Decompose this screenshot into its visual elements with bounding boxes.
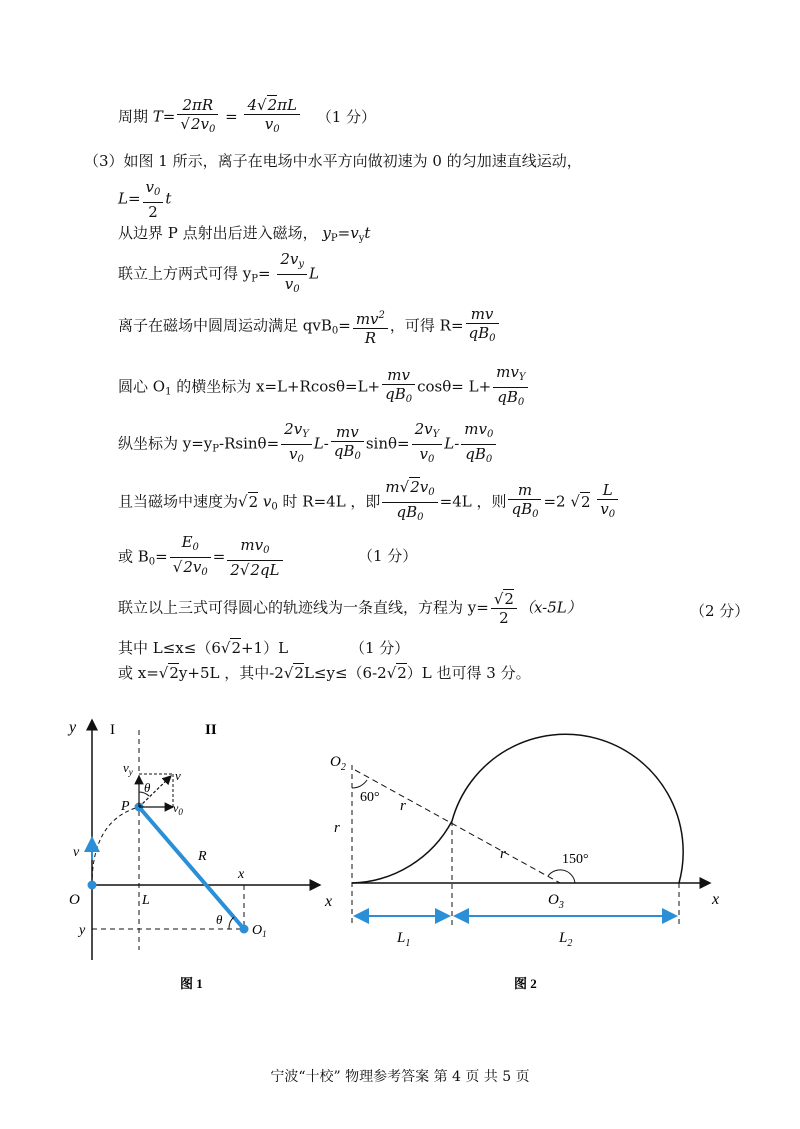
period-fraction-2: $\frac{4√2\pi L}{v_0}$ [244,96,299,139]
alt-rest-2: L≤y≤（6-2 [303,664,387,682]
speed-sqrt: 2 [248,492,259,511]
combine-sub: P [251,273,258,285]
fig1-label-theta-top: θ [144,780,151,795]
center-y-n3-sub: Y [432,429,440,440]
speed-fraction-3 [597,481,618,524]
boundary-eq-t: t [364,224,371,242]
center-y-L2: L- [444,434,460,453]
center-y-rest: -Rsinθ= [219,434,280,453]
fig1-label-II: II [205,722,217,738]
combine-fraction [277,250,307,299]
center-y-d3: v [419,445,428,463]
circle-fraction-2 [466,305,499,348]
or-den-sub: 0 [201,567,208,578]
fig2-label-x: x [712,891,720,908]
center-y-n3: 2v [414,420,433,438]
line-equation [118,590,582,627]
center-x-den: qB [385,385,406,403]
line-score: （2 分） [690,602,750,620]
or-fraction-1: $\frac{E_0}{√2v_0}$ [170,533,211,582]
fig2-angle-60-arc [352,780,367,788]
center-y-text: 纵坐标为 y=y [118,434,213,453]
center-y-n1: 2v [284,420,303,438]
speed-num: m [385,478,400,496]
fig1-label-v0-sub: 0 [178,807,183,817]
center-y-fraction-2 [331,423,364,466]
period-fraction-1: $\frac{2\pi R}{√2v_0}$ [177,96,218,139]
speed-den: qB [396,503,418,521]
or-den-2-sqrt: 2 [250,561,260,579]
fig1-label-O1-sub: 1 [262,929,267,939]
center-x-line [118,363,530,412]
speed-den-2-sub: 0 [532,509,539,520]
period-den-1-sub: 0 [208,124,216,135]
circle-den-2-sub: 0 [489,333,496,344]
speed-eq: =4L ，则 [439,492,507,511]
center-x-den-2-sub: 0 [517,397,525,408]
speed-rest: 时 R=4L ，即 [277,492,381,511]
fig1-label-vy [123,760,133,777]
L-num: v [145,178,155,196]
alt-text: 或 x= [118,664,159,682]
center-x-sub: 1 [165,386,172,398]
fig2-label-r-mid: r [400,798,406,814]
center-y-n2: mv [331,423,364,442]
or-eq: = [155,547,168,566]
speed-v-sub: 0 [271,501,278,513]
combine-den-sub: 0 [293,284,300,295]
fig1-label-I: I [110,722,115,738]
circle-fraction-1 [353,307,388,347]
period-num-1: 2πR [177,96,218,115]
center-x-num-2-sub: Y [518,372,526,383]
period-label: 周期 [118,107,149,126]
or-den-2-rest: qL [259,561,280,579]
fig2-label-O3 [548,892,564,911]
fig2-label-O2-sub: 2 [340,762,346,773]
page-footer: 宁波“十校” 物理参考答案 第 4 页 共 5 页 [270,1069,530,1085]
range-text: 其中 L≤x≤（6 [118,639,221,657]
alt-sqrt-2: 2 [294,664,304,682]
fig1-radius [139,807,244,929]
circle-sub: 0 [331,325,339,337]
L-fraction [143,178,164,221]
fig2-label-L1-main: L [397,930,406,946]
boundary-line [118,222,370,244]
fig1-label-vy-sub: y [128,767,133,777]
fig2-label-L2-main: L [559,930,568,946]
speed-num-v: v [419,478,429,496]
range-line: 其中 L≤x≤（6√2+1）L （1 分） [118,639,410,657]
alt-sqrt-3: 2 [397,664,407,682]
fig1-label-v0 [173,801,183,817]
alt-line: 或 x=√2y+5L ，其中-2√2L≤y≤（6-2√2）L 也可得 3 分。 [118,664,531,682]
period-den-2: v [264,115,274,133]
period-line [118,96,376,139]
fig1-label-v-left: v [73,845,80,860]
period-den-1: 2v [190,115,209,133]
fig2-angle-150-arc [548,870,575,883]
alt-rest-3: ）L 也可得 3 分。 [406,664,531,682]
speed-line: 且当磁场中速度为√2 $v_0$ 时 R=4L ，即 $\frac{m√2v_0}{qB_0}$ =4L ，则 $\frac{m}{qB_0}$ =2 √2 $\frac{L}{v_0}$ [118,478,620,527]
center-x-rest: 的横坐标为 x=L+Rcosθ=L+ [171,377,381,396]
center-y-sin: sinθ= [365,434,410,453]
period-symbol: T= [152,107,176,126]
or-eq-2: = [212,547,226,566]
section-3-intro: （3）如图 1 所示，离子在电场中水平方向做初速为 0 的匀加速直线运动， [84,152,582,170]
circle-num-sup: 2 [378,309,385,321]
alt-rest: y+5L ，其中-2 [178,664,284,682]
speed-den-3: v [600,500,609,518]
or-line [118,533,418,582]
boundary-eq-sub: P [330,233,338,244]
center-y-n4-sub: 0 [486,429,494,440]
center-y-d4-sub: 0 [485,454,493,465]
speed-text: 且当磁场中速度为 [118,492,239,511]
fig2-label-r-lower: r [500,846,506,862]
range-sqrt: 2 [231,639,241,657]
circle-text: 离子在磁场中圆周运动满足 qvB [118,316,332,335]
or-den-sqrt: 2 [183,558,193,576]
or-num-2-sub: 0 [263,545,270,556]
center-x-cos: cosθ= L+ [417,377,492,396]
center-y-d3-sub: 0 [427,454,435,465]
period-score: （1 分） [316,107,377,126]
combine-num: 2v [280,250,299,268]
fig1-label-O1 [252,923,267,939]
period-num-2b: πL [277,96,297,114]
fig1-label-theta-bottom: θ [216,912,223,927]
center-y-d4: qB [465,445,486,463]
fig1-O1-point [240,925,249,934]
circle-num-2: mv [466,305,499,324]
period-equals: = [225,107,238,126]
center-y-line [118,420,498,469]
or-sub: 0 [148,556,156,568]
fig1-caption: 图 1 [180,976,203,991]
fig2-label-O3-main: O [548,892,559,908]
combine-num-sub: y [298,259,305,270]
fig1-label-y-mark: y [79,923,86,938]
or-num-2: mv [240,536,264,554]
or-score: （1 分） [358,547,418,565]
or-den-v: v [192,558,202,576]
fig1-label-vy-main: v [123,760,129,775]
fig2-label-L2-sub: 2 [567,938,573,949]
center-y-d1-sub: 0 [297,454,304,465]
boundary-eq: y [322,224,331,242]
boundary-text: 从边界 P 点射出后进入磁场， [118,224,318,242]
speed-fraction-1: $\frac{m√2v_0}{qB_0}$ [382,478,437,527]
fig1-origin-point [88,881,97,890]
combine-line [118,250,319,299]
combine-L: L [309,264,319,283]
range-score: （1 分） [350,639,410,657]
fig2-arc-1 [352,821,452,883]
center-y-fraction-4 [461,420,496,469]
combine-den: v [284,275,294,293]
line-num-sqrt: 2 [504,590,514,608]
boundary-eq-rest: =v [337,224,359,242]
line-rest: （x-5L） [518,598,582,617]
line-den: 2 [499,609,509,627]
center-x-den-sub: 0 [405,394,413,405]
L-den: 2 [148,203,158,221]
period-num-2: 4 [247,96,258,114]
fig2-label-L1-sub: 1 [405,938,411,949]
circle-eq: = [338,316,351,335]
or-num-sub: 0 [192,542,199,553]
center-y-n4: mv [464,420,487,438]
center-y-d2-sub: 0 [354,451,361,462]
fig2-caption: 图 2 [514,976,537,991]
line-fraction: $\frac{√2}{2}$ [491,590,517,627]
center-x-den-2: qB [497,388,518,406]
center-y-fraction-3 [412,420,443,469]
fig1-label-O: O [69,892,80,908]
L-equation [118,178,171,221]
center-y-sub: P [212,443,220,455]
circle-line [118,305,501,348]
fig1-label-L: L [142,893,150,908]
fig2-label-L2 [558,930,572,949]
center-y-L: L- [313,434,329,453]
center-x-fraction-2 [493,363,528,412]
or-fraction-2: $\frac{mv_0}{2√2qL}$ [227,536,282,579]
center-y-n1-sub: Y [302,429,309,440]
boundary-eq-sub2: y [358,233,365,244]
center-x-num: mv [382,366,415,385]
speed-num-3: L [597,481,618,500]
circle-then: ，可得 R= [389,316,464,335]
line-text: 联立以上三式可得圆心的轨迹线为一条直线，方程为 y= [118,598,489,617]
center-y-fraction-1 [281,420,312,469]
speed-num-2: m [508,481,541,500]
L-num-sub: 0 [154,187,161,198]
speed-num-sub: 0 [428,487,435,498]
fig2-label-r-left: r [334,820,340,836]
fig1-trajectory [92,807,139,885]
fig1-label-x-axis: x [325,893,333,910]
fig2-label-150: 150° [562,852,589,867]
range-rest: +1）L [240,639,289,657]
L-t: t [165,189,172,208]
fig2-O2-O3-line [355,770,560,883]
speed-eq-2: =2 [543,492,566,511]
fig1-label-x-mark: x [238,867,245,882]
center-x-fraction-1 [382,366,415,409]
center-x-text: 圆心 O [118,377,166,396]
center-y-d1: v [289,445,298,463]
center-y-d2: qB [333,442,355,460]
L-eq-label: L= [118,189,141,208]
fig2-label-O2-main: O [330,754,341,770]
fig1-label-O1-main: O [252,923,263,938]
fig1-label-v-top: v [175,768,181,783]
circle-den: R [364,328,377,347]
circle-num: mv [355,309,379,328]
speed-v: v [258,492,272,511]
fig2-label-L1 [396,930,410,949]
or-text: 或 B [118,547,149,566]
or-num: E [181,533,193,551]
speed-sqrt-2: 2 [580,492,591,511]
speed-den-2: qB [511,500,533,518]
fig1-label-v0-main: v [173,801,179,815]
fig1-label-R: R [198,849,207,864]
combine-eq: = [257,264,271,283]
fig2-label-60: 60° [360,790,380,805]
speed-num-sqrt: 2 [410,478,420,496]
combine-text: 联立上方两式可得 y [118,264,252,283]
center-x-num-2: mv [496,363,519,381]
speed-fraction-2 [508,481,541,524]
alt-sqrt: 2 [169,664,179,682]
fig1-label-P: P [121,799,130,814]
fig2-label-O3-sub: 3 [558,900,564,911]
fig1-label-y-axis: y [69,719,77,736]
period-den-2-sub: 0 [273,124,280,135]
or-den-2: 2 [230,561,240,579]
figure-2 [322,710,722,1000]
speed-den-3-sub: 0 [608,509,616,520]
fig2-label-O2 [330,754,346,773]
circle-den-2: qB [468,324,490,342]
speed-den-sub: 0 [417,512,424,523]
